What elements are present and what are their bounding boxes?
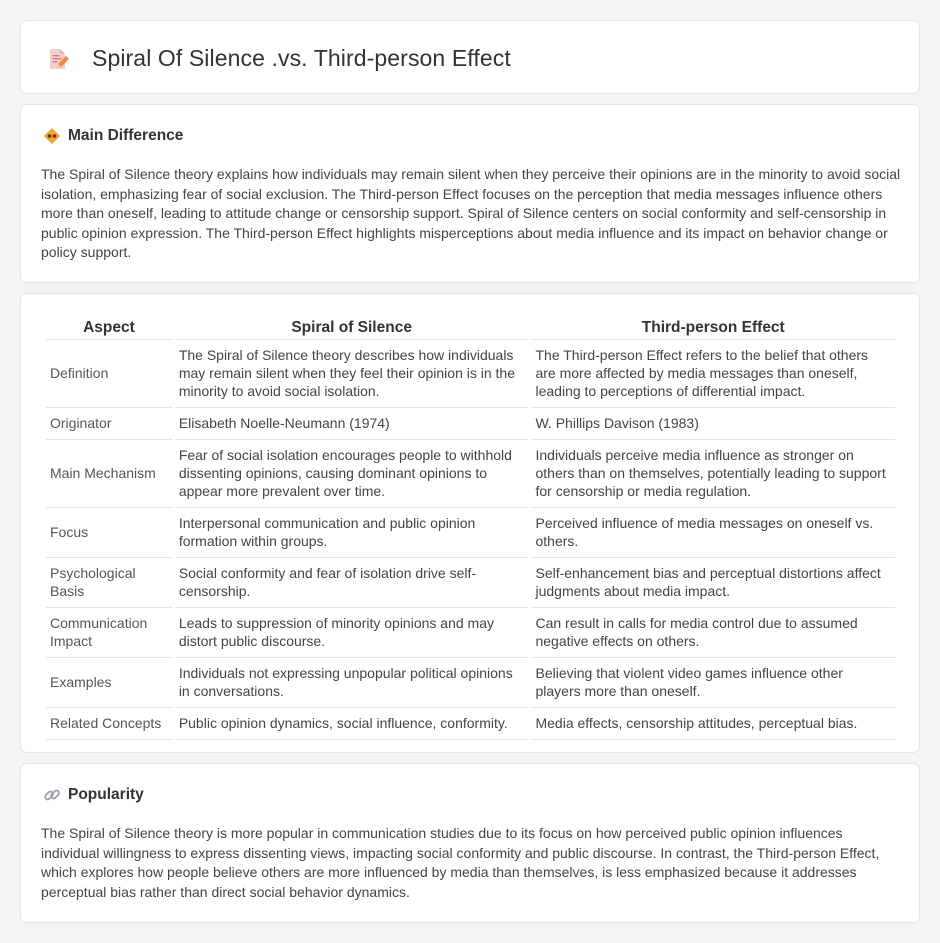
row-spiral-value: Elisabeth Noelle-Neumann (1974) [175, 407, 529, 439]
diamond-compare-icon [43, 127, 61, 145]
row-spiral-value: Social conformity and fear of isolation drive self-censorship. [175, 557, 529, 607]
row-aspect: Psychological Basis [46, 557, 172, 607]
header-aspect: Aspect [83, 319, 135, 336]
row-spiral-value: Public opinion dynamics, social influence, conformity. [175, 707, 529, 740]
row-third-person-value: Media effects, censorship attitudes, perceptual bias. [531, 707, 895, 740]
table-row [46, 557, 895, 607]
popularity-section [20, 763, 920, 923]
table-row [46, 707, 895, 740]
row-aspect: Originator [46, 407, 172, 439]
comparison-table [43, 314, 898, 740]
row-third-person-value: Can result in calls for media control due to assumed negative effects on others. [531, 607, 895, 657]
table-row [46, 407, 895, 439]
row-spiral-value: Fear of social isolation encourages people to withhold dissenting opinions, causing dominant opinions to appear more prevalent over time. [175, 439, 529, 507]
row-aspect: Main Mechanism [46, 439, 172, 507]
table-row [46, 339, 895, 407]
row-spiral-value: The Spiral of Silence theory describes how individuals may remain silent when they feel their opinion is in the minority to avoid social isolation. [175, 339, 529, 407]
row-spiral-value: Interpersonal communication and public opinion formation within groups. [175, 507, 529, 557]
row-third-person-value: The Third-person Effect refers to the belief that others are more affected by media messages than oneself, leading to perceptions of differential impact. [531, 339, 895, 407]
main-difference-title: Main Difference [68, 127, 184, 144]
link-icon [43, 786, 61, 804]
row-aspect: Related Concepts [46, 707, 172, 740]
row-third-person-value: Believing that violent video games influence other players more than oneself. [531, 657, 895, 707]
row-spiral-value: Leads to suppression of minority opinions and may distort public discourse. [175, 607, 529, 657]
row-spiral-value: Individuals not expressing unpopular political opinions in conversations. [175, 657, 529, 707]
table-row [46, 607, 895, 657]
popularity-title: Popularity [68, 786, 144, 803]
table-row [46, 507, 895, 557]
main-difference-text: The Spiral of Silence theory explains how individuals may remain silent when they perceive their opinions are in the minority to avoid social isolation, emphasizing fear of social exclusion. The Third-person Effect focuses on the perception that media messages influence others more than oneself, leading to attitude change or censorship support. Spiral of Silence centers on social conformity and self-censorship in public opinion expression. The Third-person Effect highlights misperceptions about media influence and its impact on behavior change or policy support. [41, 166, 901, 261]
header-third-person-effect: Third-person Effect [641, 319, 785, 336]
row-third-person-value: Individuals perceive media influence as stronger on others than on themselves, potentially leading to support for censorship or media regulation. [531, 439, 895, 507]
table-row [46, 657, 895, 707]
header-spiral-of-silence: Spiral of Silence [291, 319, 412, 336]
header-card [20, 20, 920, 94]
main-difference-section [20, 104, 920, 283]
row-aspect: Communication Impact [46, 607, 172, 657]
comparison-table-section [20, 293, 920, 753]
table-header-row [46, 314, 895, 339]
row-aspect: Definition [46, 339, 172, 407]
row-third-person-value: Perceived influence of media messages on oneself vs. others. [531, 507, 895, 557]
row-aspect: Examples [46, 657, 172, 707]
document-edit-icon [46, 47, 70, 71]
table-row [46, 439, 895, 507]
row-third-person-value: Self-enhancement bias and perceptual distortions affect judgments about media impact. [531, 557, 895, 607]
page-title: Spiral Of Silence .vs. Third-person Effect [92, 45, 511, 71]
popularity-text: The Spiral of Silence theory is more popular in communication studies due to its focus on how perceived public opinion influences individual willingness to express dissenting views, impacting social conformity and public discourse. In contrast, the Third-person Effect, which explores how people believe others are more influenced by media than themselves, is less emphasized because it addresses perceptual bias rather than direct social behavior dynamics. [41, 825, 880, 900]
row-aspect: Focus [46, 507, 172, 557]
row-third-person-value: W. Phillips Davison (1983) [531, 407, 895, 439]
